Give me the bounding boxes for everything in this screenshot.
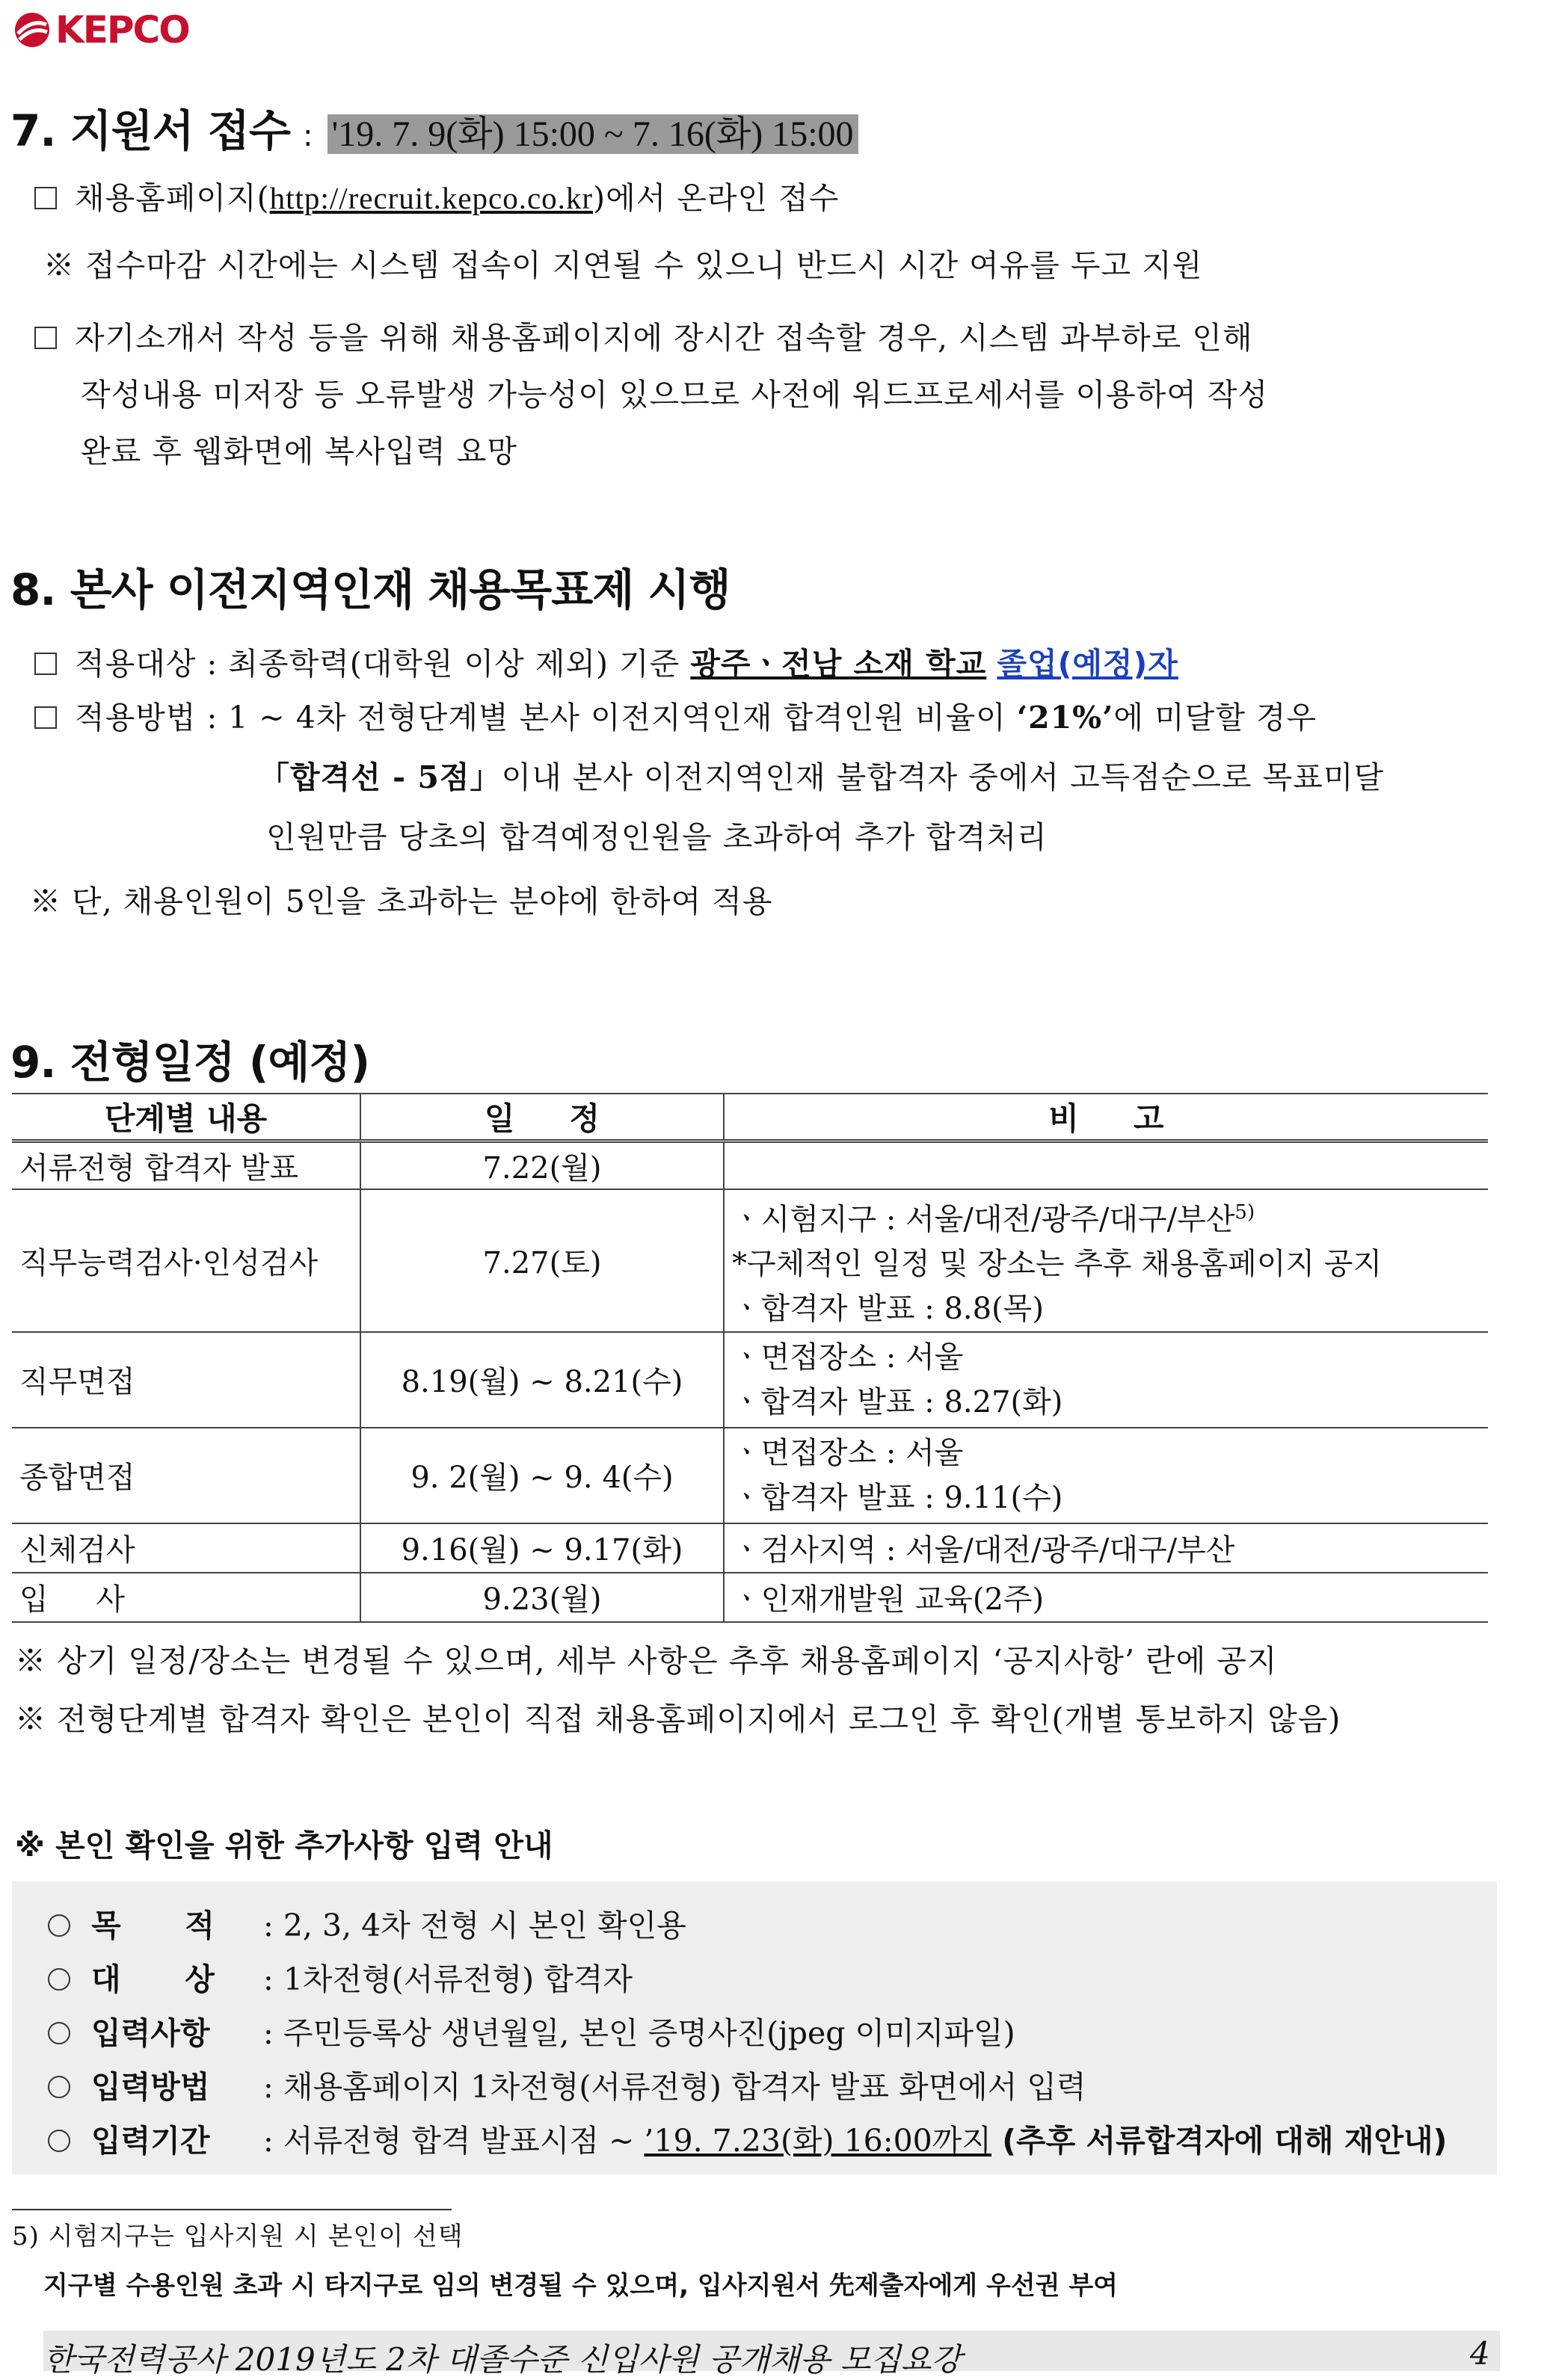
text: 이내 본사 이전지역인재 불합격자 중에서 고득점순으로 목표미달 <box>501 759 1385 795</box>
note-result-check: ※ 전형단계별 합격자 확인은 본인이 직접 채용홈페이지에서 로그인 후 확인(개별 통보하지 않음) <box>15 1701 1341 1737</box>
application-period: '19. 7. 9(화) 15:00 ~ 7. 16(화) 15:00 <box>327 114 858 154</box>
target-method-line2 <box>259 759 1385 795</box>
header-stage: 단계별 내용 <box>12 1094 360 1141</box>
circle-bullet-icon <box>48 2022 70 2044</box>
kepco-swirl-icon <box>13 11 51 49</box>
info-label: 대 상 <box>91 1961 215 1997</box>
date-cell: 9.16(월) ~ 9.17(화) <box>360 1523 724 1573</box>
table-row <box>12 1428 1488 1523</box>
info-row-method <box>48 2062 1086 2106</box>
remark-line: ㆍ합격자 발표 : 9.11(수) <box>732 1480 1063 1515</box>
info-label: 입력사항 <box>91 2015 210 2051</box>
target-eligibility <box>34 646 1178 682</box>
schedule-table <box>12 1093 1488 1623</box>
remark-line: ㆍ면접장소 : 서울 <box>732 1435 964 1470</box>
date-cell: 7.22(월) <box>360 1141 724 1189</box>
note-applicable: ※ 단, 채용인원이 5인을 초과하는 분야에 한하여 적용 <box>30 884 773 919</box>
bullet-save-notice-line2: 작성내용 미저장 등 오류발생 가능성이 있으므로 사전에 워드프로세서를 이용하여 작성 <box>81 377 1269 413</box>
header-remarks: 비 고 <box>724 1094 1488 1141</box>
text: )에서 온라인 접수 <box>593 180 840 216</box>
table-header-row <box>12 1094 1488 1141</box>
section-8-heading: 8. 본사 이전지역인재 채용목표제 시행 <box>10 564 731 615</box>
circle-bullet-icon <box>48 1914 70 1937</box>
footnote-line2: 지구별 수용인원 초과 시 타지구로 임의 변경될 수 있으며, 입사지원서 先제출자에게 우선권 부여 <box>43 2271 1119 2301</box>
info-row-purpose <box>48 1901 686 1945</box>
target-method-line3: 인원만큼 당초의 합격예정인원을 초과하여 추가 합격처리 <box>266 819 1048 855</box>
remarks-cell <box>724 1189 1488 1332</box>
bullet-save-notice <box>34 320 1253 356</box>
checkbox-square-icon <box>34 653 57 675</box>
table-row <box>12 1523 1488 1573</box>
deadline: ’19. 7.23(화) 16:00까지 <box>644 2123 991 2159</box>
footnote-divider <box>12 2209 452 2210</box>
colon: : <box>303 119 313 153</box>
checkbox-square-icon <box>34 327 57 349</box>
text: 자기소개서 작성 등을 위해 채용홈페이지에 장시간 접속할 경우, 시스템 과부하로 인해 <box>75 320 1253 356</box>
remark-line: *구체적인 일정 및 장소는 추후 채용홈페이지 공지 <box>732 1246 1383 1281</box>
stage-cell: 종합면접 <box>12 1428 360 1523</box>
stage-cell: 서류전형 합격자 발표 <box>12 1141 360 1189</box>
text: 채용홈페이지( <box>75 180 270 216</box>
remarks-cell: ㆍ인재개발원 교육(2주) <box>724 1573 1488 1622</box>
info-value: : 채용홈페이지 1차전형(서류전형) 합격자 발표 화면에서 입력 <box>263 2069 1086 2105</box>
remark-text: ㆍ시험지구 : 서울/대전/광주/대구/부산 <box>732 1201 1235 1236</box>
remark-line: ㆍ합격자 발표 : 8.27(화) <box>732 1384 1063 1419</box>
remarks-cell <box>724 1428 1488 1523</box>
date-cell: 8.19(월) ~ 8.21(수) <box>360 1332 724 1428</box>
table-row <box>12 1332 1488 1428</box>
info-row-items <box>48 2008 1015 2053</box>
extra-info-title: ※ 본인 확인을 위한 추가사항 입력 안내 <box>15 1828 553 1863</box>
stage-cell: 신체검사 <box>12 1523 360 1573</box>
table-row <box>12 1189 1488 1332</box>
text: 적용대상 : 최종학력(대학원 이상 제외) 기준 <box>75 646 691 682</box>
page-number: 4 <box>1470 2335 1490 2372</box>
text: 적용방법 : 1 ~ 4차 전형단계별 본사 이전지역인재 합격인원 비율이 <box>75 700 1017 736</box>
bullet-online-apply <box>34 180 840 216</box>
info-value: : 서류전형 합격 발표시점 ~ <box>263 2123 645 2159</box>
footnote-line1 <box>12 2224 464 2249</box>
info-row-period <box>48 2116 1447 2160</box>
info-label: 입력방법 <box>91 2069 210 2105</box>
kepco-logo <box>13 7 189 52</box>
reminder: (추후 서류합격자에 대해 재안내) <box>991 2123 1448 2159</box>
footnote-text: 시험지구는 입사지원 시 본인이 선택 <box>39 2222 464 2251</box>
ratio: ‘21%’ <box>1016 700 1114 736</box>
remarks-cell: ㆍ검사지역 : 서울/대전/광주/대구/부산 <box>724 1523 1488 1573</box>
date-cell: 9.23(월) <box>360 1573 724 1622</box>
date-cell: 9. 2(월) ~ 9. 4(수) <box>360 1428 724 1523</box>
circle-bullet-icon <box>48 2076 70 2098</box>
stage-cell: 직무능력검사·인성검사 <box>12 1189 360 1332</box>
stage-cell: 직무면접 <box>12 1332 360 1428</box>
recruit-link[interactable]: http://recruit.kepco.co.kr <box>269 181 594 215</box>
info-label: 목 적 <box>91 1908 215 1943</box>
stage-cell: 입 사 <box>12 1573 360 1622</box>
target-method <box>34 700 1317 736</box>
logo-text: KEPCO <box>55 8 189 52</box>
remarks-cell <box>724 1141 1488 1189</box>
remark-line: ㆍ면접장소 : 서울 <box>732 1339 964 1375</box>
extra-info-box <box>12 1881 1497 2174</box>
info-value: : 주민등록상 생년월일, 본인 증명사진(jpeg 이미지파일) <box>263 2015 1015 2051</box>
cutline: 「합격선 - 5점」 <box>259 759 502 795</box>
header-date: 일 정 <box>360 1094 724 1141</box>
section-9-heading: 9. 전형일정 (예정) <box>10 1037 369 1088</box>
graduate-highlight: 졸업(예정)자 <box>997 646 1178 682</box>
circle-bullet-icon <box>48 1968 70 1991</box>
info-value: : 2, 3, 4차 전형 시 본인 확인용 <box>263 1908 686 1943</box>
text: 에 미달할 경우 <box>1113 700 1317 736</box>
remark-line <box>732 1190 1480 1242</box>
checkbox-square-icon <box>34 706 57 729</box>
checkbox-square-icon <box>34 187 57 209</box>
footer-title: 한국전력공사 2019년도 2차 대졸수준 신입사원 공개채용 모집요강 <box>43 2341 962 2378</box>
remark-line: ㆍ합격자 발표 : 8.8(목) <box>732 1291 1044 1326</box>
info-value: : 1차전형(서류전형) 합격자 <box>263 1961 633 1997</box>
table-row <box>12 1141 1488 1189</box>
section-7-heading <box>10 96 858 158</box>
note-deadline: ※ 접수마감 시간에는 시스템 접속이 지연될 수 있으니 반드시 시간 여유를 두고 지원 <box>43 247 1203 283</box>
remarks-cell <box>724 1332 1488 1428</box>
footnote-mark: 5) <box>12 2222 40 2251</box>
bullet-save-notice-line3: 완료 후 웹화면에 복사입력 요망 <box>81 434 518 469</box>
info-row-target <box>48 1955 633 1999</box>
footnote-ref: 5) <box>1234 1200 1255 1224</box>
circle-bullet-icon <box>48 2130 70 2152</box>
info-label: 입력기간 <box>91 2123 210 2159</box>
note-schedule-change: ※ 상기 일정/장소는 변경될 수 있으며, 세부 사항은 추후 채용홈페이지 ‘공지사항’ 란에 공지 <box>15 1643 1278 1679</box>
table-row <box>12 1573 1488 1622</box>
section-title: 7. 지원서 접수 <box>10 105 290 156</box>
region-highlight: 광주ㆍ전남 소재 학교 <box>690 646 987 682</box>
date-cell: 7.27(토) <box>360 1189 724 1332</box>
